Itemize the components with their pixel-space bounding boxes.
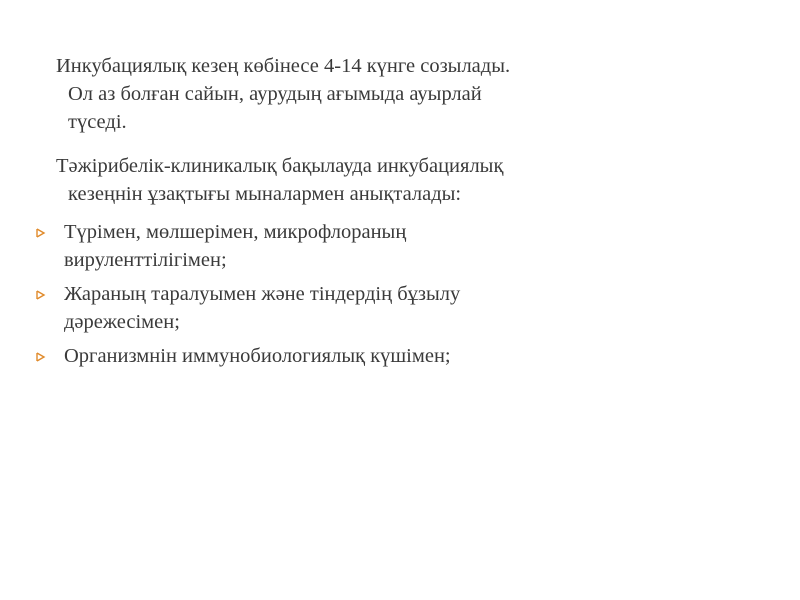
list-item-line: дәрежесімен; (64, 311, 180, 333)
bullet-list (36, 218, 756, 376)
list-item (36, 342, 756, 370)
paragraph-line: кезеңнін ұзақтығы мыналармен анықталады: (68, 183, 462, 205)
list-item-line: Түрімен, мөлшерімен, микрофлораның (64, 221, 407, 243)
list-item (36, 280, 756, 336)
paragraph-line: түседі. (68, 111, 127, 133)
paragraph-line: Инкубациялық кезең көбінесе 4-14 күнге созылады. (56, 55, 511, 77)
list-item (36, 218, 756, 274)
list-item-line: Жараның таралуымен және тіндердің бұзылу (64, 283, 461, 305)
paragraph-clinical-observation (36, 152, 676, 208)
hollow-diamond-arrow-icon (36, 352, 46, 362)
paragraph-line: Ол аз болған сайын, аурудың ағымыда ауырлай (68, 83, 482, 105)
list-item-line: вирулентті​лігімен; (64, 249, 227, 271)
paragraph-line: Тәжірибелік-клиникалық бақылауда инкубациялық (56, 155, 504, 177)
paragraph-incubation-duration (36, 52, 676, 136)
hollow-diamond-arrow-icon (36, 290, 46, 300)
list-item-line: Организмнін иммунобиологиялық күшімен; (64, 345, 451, 367)
hollow-diamond-arrow-icon (36, 228, 46, 238)
